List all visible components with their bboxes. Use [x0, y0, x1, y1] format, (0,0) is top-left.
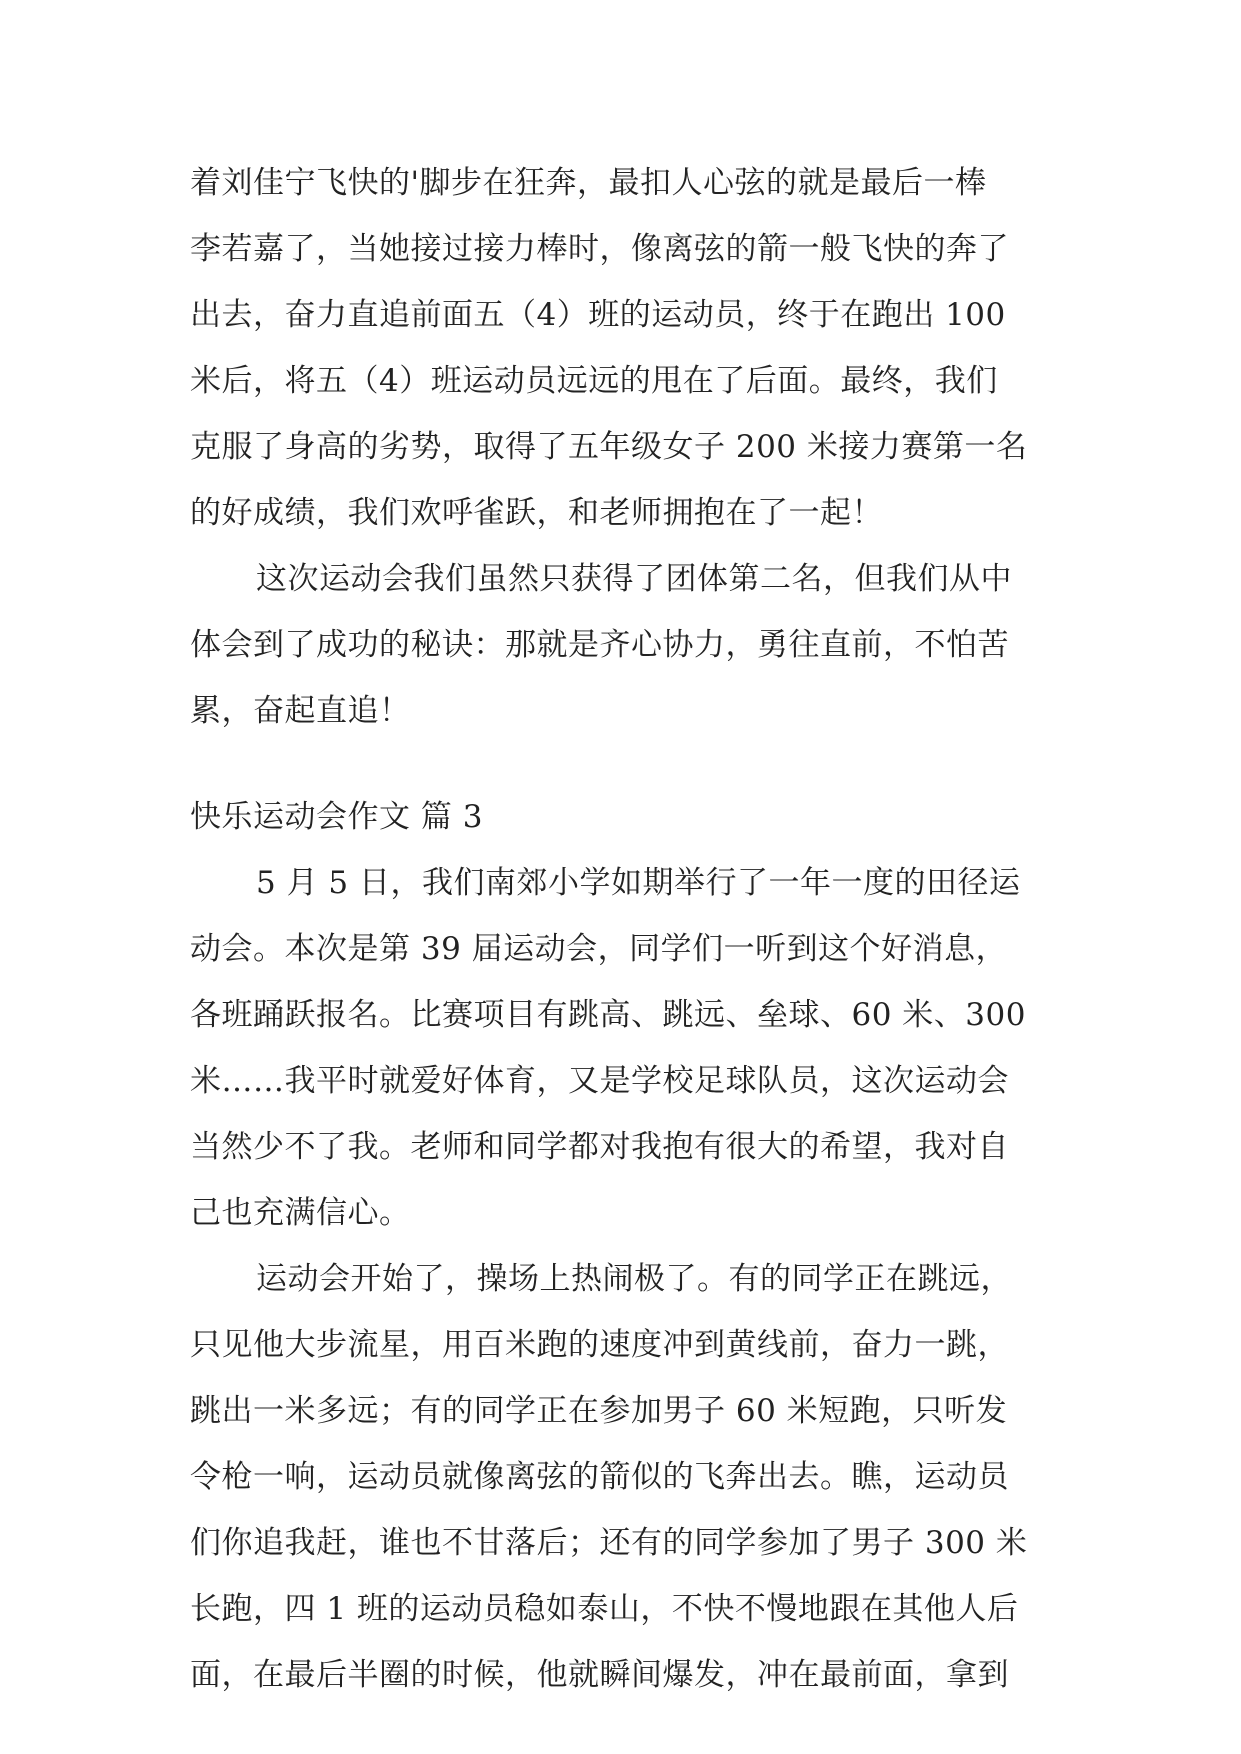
text-line: 体会到了成功的秘诀：那就是齐心协力，勇往直前，不怕苦	[190, 627, 1009, 663]
text-line: 累，奋起直追！	[190, 693, 411, 729]
text-line: 米……我平时就爱好体育，又是学校足球队员，这次运动会	[190, 1063, 1009, 1099]
text-line: 面，在最后半圈的时候，他就瞬间爆发，冲在最前面，拿到	[190, 1657, 1009, 1693]
text-line: 长跑，四 1 班的运动员稳如泰山，不快不慢地跟在其他人后	[190, 1591, 1019, 1627]
text-line: 米后，将五（4）班运动员远远的甩在了后面。最终，我们	[190, 363, 998, 399]
text-line: 运动会开始了，操场上热闹极了。有的同学正在跳远，	[256, 1261, 1012, 1297]
paragraph-events	[190, 1246, 1060, 1708]
text-line: 李若嘉了，当她接过接力棒时，像离弦的箭一般飞快的奔了	[190, 231, 1009, 267]
text-line: 们你追我赶，谁也不甘落后；还有的同学参加了男子 300 米	[190, 1525, 1028, 1561]
text-line: 令枪一响，运动员就像离弦的箭似的飞奔出去。瞧，运动员	[190, 1459, 1009, 1495]
text-line: 这次运动会我们虽然只获得了团体第二名，但我们从中	[256, 561, 1012, 597]
text-line: 各班踊跃报名。比赛项目有跳高、跳远、垒球、60 米、300	[190, 997, 1026, 1033]
text-line: 当然少不了我。老师和同学都对我抱有很大的希望，我对自	[190, 1129, 1009, 1165]
section-spacer	[190, 744, 1060, 784]
paragraph-relay-race	[190, 150, 1060, 546]
document-body	[190, 150, 1060, 1708]
section-title: 快乐运动会作文 篇 3	[190, 799, 483, 835]
text-line: 己也充满信心。	[190, 1195, 411, 1231]
text-line: 动会。本次是第 39 届运动会，同学们一听到这个好消息，	[190, 931, 1008, 967]
paragraph-introduction	[190, 850, 1060, 1246]
text-line: 只见他大步流星，用百米跑的速度冲到黄线前，奋力一跳，	[190, 1327, 1009, 1363]
text-line: 着刘佳宁飞快的'脚步在狂奔，最扣人心弦的就是最后一棒	[190, 165, 987, 201]
paragraph-conclusion	[190, 546, 1060, 744]
text-line: 的好成绩，我们欢呼雀跃，和老师拥抱在了一起！	[190, 495, 883, 531]
text-line: 跳出一米多远；有的同学正在参加男子 60 米短跑，只听发	[190, 1393, 1008, 1429]
text-line: 出去，奋力直追前面五（4）班的运动员，终于在跑出 100	[190, 297, 1006, 333]
text-line: 5 月 5 日，我们南郊小学如期举行了一年一度的田径运	[256, 865, 1021, 901]
text-line: 克服了身高的劣势，取得了五年级女子 200 米接力赛第一名	[190, 429, 1028, 465]
